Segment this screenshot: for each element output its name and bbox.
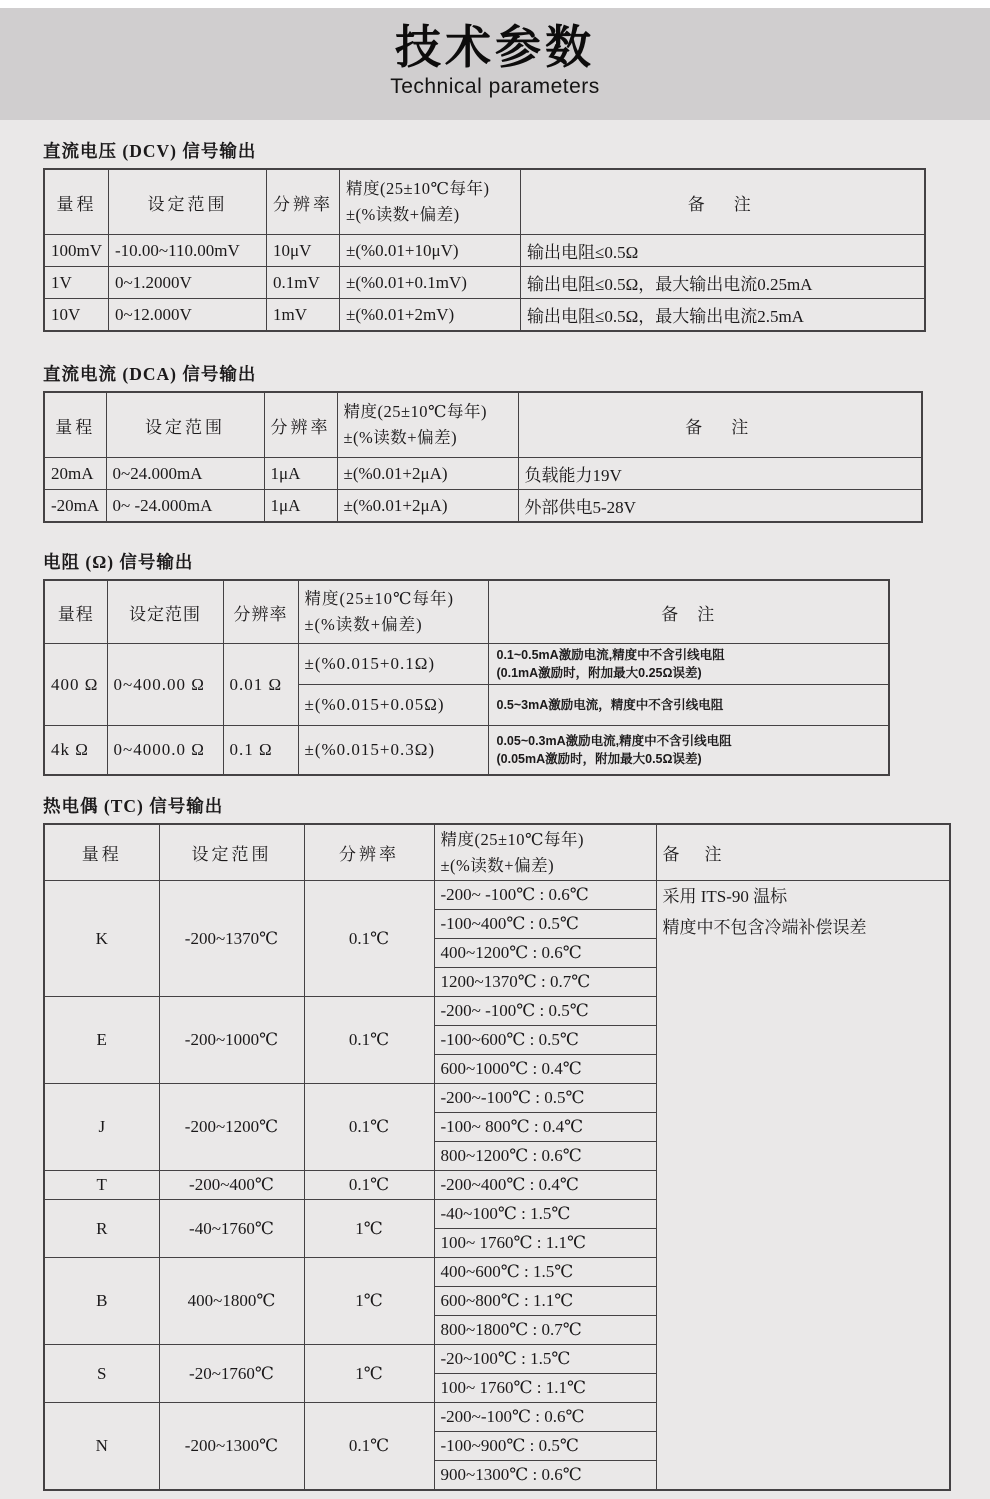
res-cell: 0.1℃ bbox=[304, 1171, 434, 1200]
table-row bbox=[44, 235, 925, 267]
acc-cell: ±(%0.01+0.1mV) bbox=[340, 267, 521, 299]
type-cell: S bbox=[44, 1345, 159, 1403]
accuracy-header-line2: ±(%读数+偏差) bbox=[346, 205, 460, 224]
note-line1: 0.05~0.3mA激励电流,精度中不含引线电阻 bbox=[496, 734, 732, 749]
section-title-dcv: 直流电压 (DCV) 信号输出 bbox=[43, 141, 257, 161]
res-cell: 10μV bbox=[267, 235, 340, 267]
set-cell: -200~400℃ bbox=[159, 1171, 304, 1200]
note-cell bbox=[488, 685, 889, 726]
acc-cell: ±(%0.01+2μA) bbox=[337, 490, 518, 523]
set-cell: 0~400.00 Ω bbox=[107, 644, 223, 726]
acc-cell: 100~ 1760℃ : 1.1℃ bbox=[434, 1374, 656, 1403]
col-header-set: 设定范围 bbox=[159, 824, 304, 881]
set-cell: -40~1760℃ bbox=[159, 1200, 304, 1258]
col-header-note: 备 注 bbox=[656, 824, 950, 881]
acc-cell: ±(%0.01+2μA) bbox=[337, 458, 518, 490]
table-header-row bbox=[44, 392, 922, 458]
range-cell: 20mA bbox=[44, 458, 106, 490]
table-row bbox=[44, 881, 950, 910]
col-header-set: 设定范围 bbox=[109, 169, 267, 235]
res-cell: 0.1 Ω bbox=[223, 726, 298, 776]
table-row bbox=[44, 458, 922, 490]
res-cell: 0.1℃ bbox=[304, 881, 434, 997]
ohm-table bbox=[43, 579, 890, 776]
acc-cell: -200~ -100℃ : 0.6℃ bbox=[434, 881, 656, 910]
set-cell: 0~4000.0 Ω bbox=[107, 726, 223, 776]
acc-cell: -200~-100℃ : 0.6℃ bbox=[434, 1403, 656, 1432]
set-cell: 0~1.2000V bbox=[109, 267, 267, 299]
top-strip bbox=[0, 0, 990, 8]
table-header-row bbox=[44, 824, 950, 881]
acc-cell: -40~100℃ : 1.5℃ bbox=[434, 1200, 656, 1229]
accuracy-header-line1: 精度(25±10℃每年) bbox=[304, 589, 455, 609]
set-cell: -10.00~110.00mV bbox=[109, 235, 267, 267]
col-header-range: 量程 bbox=[44, 392, 106, 458]
note-cell bbox=[488, 726, 889, 776]
col-header-note: 备 注 bbox=[488, 580, 889, 644]
type-cell: R bbox=[44, 1200, 159, 1258]
note-cell: 输出电阻≤0.5Ω，最大输出电流2.5mA bbox=[521, 299, 925, 332]
type-cell: N bbox=[44, 1403, 159, 1491]
acc-cell: ±(%0.01+10μV) bbox=[340, 235, 521, 267]
acc-cell: 800~1800℃ : 0.7℃ bbox=[434, 1316, 656, 1345]
acc-cell: -200~400℃ : 0.4℃ bbox=[434, 1171, 656, 1200]
note-line1: 0.5~3mA激励电流，精度中不含引线电阻 bbox=[496, 698, 724, 713]
range-cell: 400 Ω bbox=[44, 644, 107, 726]
acc-cell: 400~600℃ : 1.5℃ bbox=[434, 1258, 656, 1287]
acc-cell: -100~400℃ : 0.5℃ bbox=[434, 910, 656, 939]
accuracy-header-line1: 精度(25±10℃每年) bbox=[343, 402, 488, 422]
res-cell: 0.1℃ bbox=[304, 997, 434, 1084]
accuracy-header-line2: ±(%读数+偏差) bbox=[343, 428, 458, 447]
set-cell: -20~1760℃ bbox=[159, 1345, 304, 1403]
dca-table bbox=[43, 391, 923, 523]
res-cell: 1μA bbox=[264, 490, 337, 523]
acc-cell: 400~1200℃ : 0.6℃ bbox=[434, 939, 656, 968]
accuracy-header-line2: ±(%读数+偏差) bbox=[304, 615, 423, 634]
note-cell: 外部供电5-28V bbox=[518, 490, 922, 523]
accuracy-header-line1: 精度(25±10℃每年) bbox=[440, 830, 585, 850]
range-cell: 10V bbox=[44, 299, 109, 332]
note-cell bbox=[488, 644, 889, 685]
acc-cell: 600~800℃ : 1.1℃ bbox=[434, 1287, 656, 1316]
acc-cell: -100~ 800℃ : 0.4℃ bbox=[434, 1113, 656, 1142]
acc-cell: 100~ 1760℃ : 1.1℃ bbox=[434, 1229, 656, 1258]
table-row bbox=[44, 267, 925, 299]
set-cell: 400~1800℃ bbox=[159, 1258, 304, 1345]
note-line2: (0.05mA激励时，附加最大0.5Ω误差) bbox=[496, 752, 702, 767]
res-cell: 1℃ bbox=[304, 1200, 434, 1258]
note-cell: 输出电阻≤0.5Ω bbox=[521, 235, 925, 267]
page-title: 技术参数 bbox=[395, 21, 595, 73]
table-header-row bbox=[44, 580, 889, 644]
note-line1: 0.1~0.5mA激励电流,精度中不含引线电阻 bbox=[496, 648, 725, 662]
col-header-range: 量程 bbox=[44, 824, 159, 881]
col-header-res: 分辨率 bbox=[264, 392, 337, 458]
acc-cell: ±(%0.01+2mV) bbox=[340, 299, 521, 332]
col-header-note: 备 注 bbox=[518, 392, 922, 458]
range-cell: 100mV bbox=[44, 235, 109, 267]
dcv-table bbox=[43, 168, 926, 332]
acc-cell: -100~600℃ : 0.5℃ bbox=[434, 1026, 656, 1055]
table-row bbox=[44, 490, 922, 523]
range-cell: -20mA bbox=[44, 490, 106, 523]
page-header-band bbox=[0, 8, 990, 120]
col-header-range: 量程 bbox=[44, 580, 107, 644]
acc-cell: 800~1200℃ : 0.6℃ bbox=[434, 1142, 656, 1171]
acc-cell: -200~ -100℃ : 0.5℃ bbox=[434, 997, 656, 1026]
tc-note-cell bbox=[656, 881, 950, 1491]
type-cell: B bbox=[44, 1258, 159, 1345]
range-cell: 1V bbox=[44, 267, 109, 299]
type-cell: E bbox=[44, 997, 159, 1084]
set-cell: 0~ -24.000mA bbox=[106, 490, 264, 523]
note-cell: 输出电阻≤0.5Ω，最大输出电流0.25mA bbox=[521, 267, 925, 299]
res-cell: 0.01 Ω bbox=[223, 644, 298, 726]
set-cell: -200~1200℃ bbox=[159, 1084, 304, 1171]
acc-cell: ±(%0.015+0.1Ω) bbox=[298, 644, 488, 685]
col-header-res: 分辨率 bbox=[267, 169, 340, 235]
res-cell: 0.1℃ bbox=[304, 1084, 434, 1171]
col-header-accuracy bbox=[337, 392, 518, 458]
acc-cell: ±(%0.015+0.05Ω) bbox=[298, 685, 488, 726]
col-header-res: 分辨率 bbox=[223, 580, 298, 644]
note-line2: (0.1mA激励时，附加最大0.25Ω误差) bbox=[496, 666, 702, 681]
res-cell: 1μA bbox=[264, 458, 337, 490]
res-cell: 0.1mV bbox=[267, 267, 340, 299]
col-header-accuracy bbox=[340, 169, 521, 235]
res-cell: 1mV bbox=[267, 299, 340, 332]
set-cell: -200~1370℃ bbox=[159, 881, 304, 997]
type-cell: J bbox=[44, 1084, 159, 1171]
res-cell: 0.1℃ bbox=[304, 1403, 434, 1491]
tc-table bbox=[43, 823, 951, 1491]
acc-cell: 1200~1370℃ : 0.7℃ bbox=[434, 968, 656, 997]
acc-cell: 900~1300℃ : 0.6℃ bbox=[434, 1461, 656, 1491]
table-row bbox=[44, 726, 889, 776]
set-cell: -200~1000℃ bbox=[159, 997, 304, 1084]
tc-note-line1: 采用 ITS-90 温标 bbox=[662, 887, 788, 907]
res-cell: 1℃ bbox=[304, 1258, 434, 1345]
page-content bbox=[0, 120, 990, 1499]
set-cell: 0~24.000mA bbox=[106, 458, 264, 490]
page-subtitle: Technical parameters bbox=[390, 74, 600, 98]
table-row bbox=[44, 299, 925, 332]
acc-cell: -20~100℃ : 1.5℃ bbox=[434, 1345, 656, 1374]
accuracy-header-line1: 精度(25±10℃每年) bbox=[346, 179, 490, 199]
col-header-range: 量程 bbox=[44, 169, 109, 235]
section-title-tc: 热电偶 (TC) 信号输出 bbox=[43, 796, 224, 817]
section-title-ohm: 电阻 (Ω) 信号输出 bbox=[43, 552, 194, 572]
col-header-accuracy bbox=[434, 824, 656, 881]
range-cell: 4k Ω bbox=[44, 726, 107, 776]
accuracy-header-line2: ±(%读数+偏差) bbox=[440, 855, 555, 875]
col-header-set: 设定范围 bbox=[107, 580, 223, 644]
table-row bbox=[44, 644, 889, 685]
set-cell: -200~1300℃ bbox=[159, 1403, 304, 1491]
acc-cell: 600~1000℃ : 0.4℃ bbox=[434, 1055, 656, 1084]
acc-cell: -100~900℃ : 0.5℃ bbox=[434, 1432, 656, 1461]
table-header-row bbox=[44, 169, 925, 235]
set-cell: 0~12.000V bbox=[109, 299, 267, 332]
col-header-set: 设定范围 bbox=[106, 392, 264, 458]
type-cell: K bbox=[44, 881, 159, 997]
col-header-note: 备 注 bbox=[521, 169, 925, 235]
type-cell: T bbox=[44, 1171, 159, 1200]
col-header-accuracy bbox=[298, 580, 488, 644]
col-header-res: 分辨率 bbox=[304, 824, 434, 881]
res-cell: 1℃ bbox=[304, 1345, 434, 1403]
acc-cell: ±(%0.015+0.3Ω) bbox=[298, 726, 488, 776]
tc-note-line2: 精度中不包含冷端补偿误差 bbox=[662, 917, 867, 937]
section-title-dca: 直流电流 (DCA) 信号输出 bbox=[43, 364, 257, 384]
acc-cell: -200~-100℃ : 0.5℃ bbox=[434, 1084, 656, 1113]
note-cell: 负载能力19V bbox=[518, 458, 922, 490]
